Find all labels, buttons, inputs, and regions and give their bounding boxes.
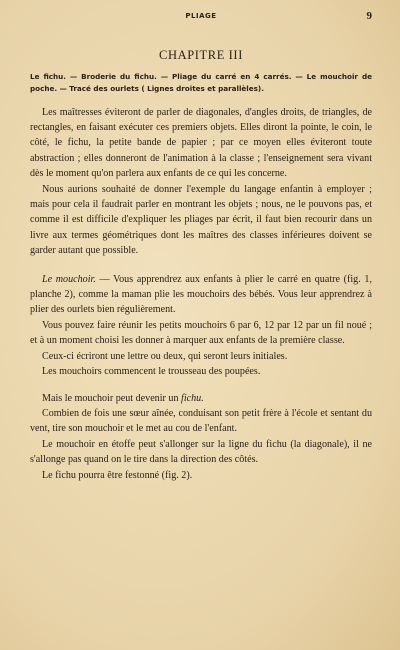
paragraph-text: Mais le mouchoir peut devenir un: [42, 392, 182, 404]
paragraph: Nous aurions souhaité de donner l'exemple du langage enfantin à employer ; mais pour cela il faudrait parler en montrant les objets ; nous, ne le pouvons pas, et comme il est difficile d'expliquer les pliages par écrit, il faut bien recourir dans un livre aux termes géométriques dont les maîtres des classes inférieures doivent se garder autant que possible.: [30, 183, 372, 257]
running-title: PLIAGE: [185, 12, 217, 20]
paragraph: [30, 391, 372, 406]
body-text: [30, 105, 372, 483]
paragraph-text: — Vous apprendrez aux enfants à plier le carré en quatre (fig. 1, planche 2), comme la maman plie les mouchoirs des bébés. Vous leur apprendrez à plier des ourlets bien régulièrement.: [30, 273, 372, 316]
paragraph: Le fichu pourra être festonné (fig. 2).: [42, 469, 193, 481]
paragraph: Les mouchoirs commencent le trousseau des poupées.: [42, 366, 261, 378]
paragraph: Combien de fois une sœur aînée, conduisant son petit frère à l'école et sentant du vent, tire son mouchoir et le met au cou de l'enfant.: [30, 407, 372, 435]
chapter-title: CHAPITRE III: [159, 48, 243, 62]
running-header: [30, 0, 372, 26]
paragraph: Vous pouvez faire réunir les petits mouchoirs 6 par 6, 12 par 12 par un fil noué ; et à un moment choisi les donner à marquer aux enfants de la première classe.: [30, 319, 372, 347]
paragraph: Le mouchoir en étoffe peut s'allonger sur la ligne du fichu (la diagonale), il ne s'allonge pas quand on le tire dans la direction des côtés.: [30, 438, 372, 466]
page-number: 9: [366, 10, 372, 22]
section-lead: Le mouchoir.: [42, 273, 96, 285]
paragraph: Ceux-ci écriront une lettre ou deux, qui seront leurs initiales.: [42, 350, 288, 362]
chapter-summary: Le fichu. — Broderie du fichu. — Pliage du carré en 4 carrés. — Le mouchoir de poche. — Tracé des ourlets ( Lignes droites et parallèles).: [30, 72, 372, 94]
emphasized-word: fichu.: [181, 392, 204, 404]
paragraph: Les maîtresses éviteront de parler de diagonales, d'angles droits, de triangles, de rectangles, en faisant exécuter ces premiers objets. Elles diront la pointe, le coin, le côté, le fichu, la petite bande de papier ; par ce moyen elles éviteront toute abstraction ; elles donneront de l'animation à la classe ; l'enseignement sera vivant dès le moment qu'on parlera aux enfants de ce qui les concerne.: [30, 106, 372, 180]
paragraph: [30, 272, 372, 318]
